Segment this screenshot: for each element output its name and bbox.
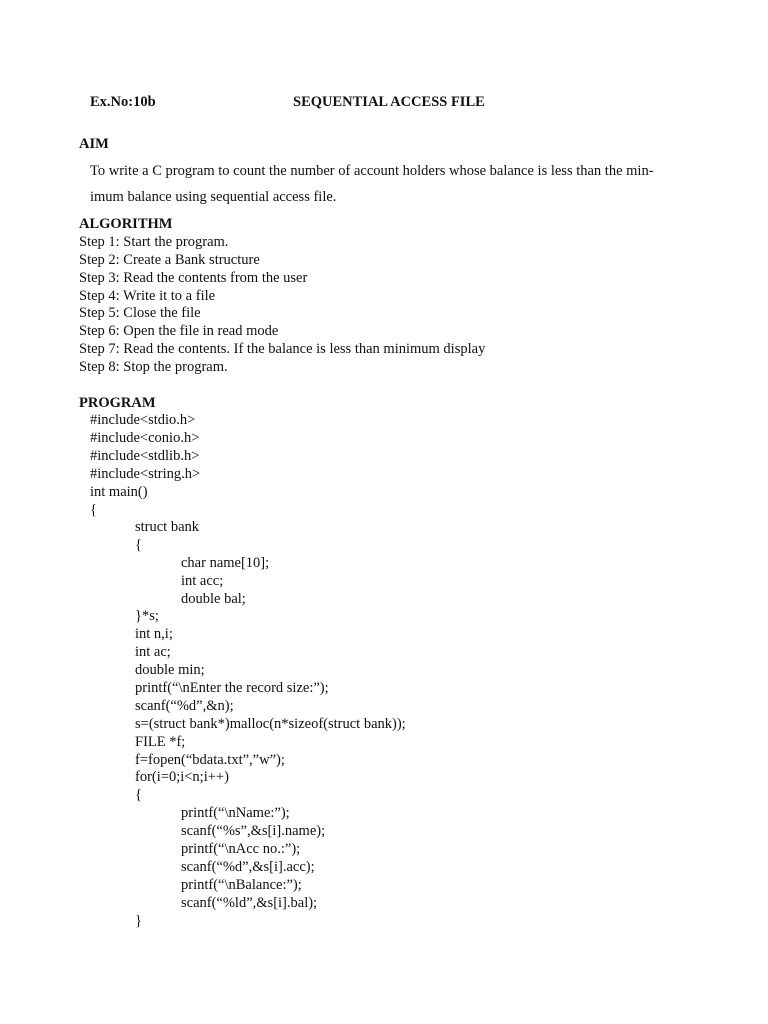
code-line: printf(“\nAcc no.:”); [181, 841, 301, 857]
algorithm-step: Step 8: Stop the program. [79, 359, 228, 375]
code-line: printf(“\nBalance:”); [181, 877, 302, 893]
program-heading: PROGRAM [79, 395, 156, 411]
code-line: FILE *f; [135, 734, 186, 750]
aim-line-1: To write a C program to count the number of account holders whose balance is less than the min- [90, 163, 654, 179]
algorithm-step: Step 5: Close the file [79, 305, 201, 321]
algorithm-step: Step 2: Create a Bank structure [79, 252, 260, 268]
code-line: }*s; [135, 608, 159, 624]
code-line: scanf(“%d”,&n); [135, 698, 234, 714]
code-line: } [135, 913, 142, 929]
code-line: double bal; [181, 591, 246, 607]
code-line: printf(“\nName:”); [181, 805, 290, 821]
code-line: struct bank [135, 519, 200, 535]
code-line: #include<string.h> [90, 466, 201, 482]
algorithm-heading: ALGORITHM [79, 216, 173, 232]
code-line: s=(struct bank*)malloc(n*sizeof(struct bank)); [135, 716, 406, 732]
algorithm-step: Step 4: Write it to a file [79, 288, 216, 304]
code-line: for(i=0;i<n;i++) [135, 769, 229, 785]
algorithm-step: Step 3: Read the contents from the user [79, 270, 308, 286]
code-line: { [90, 502, 97, 518]
code-line: f=fopen(“bdata.txt”,”w”); [135, 752, 285, 768]
code-line: int acc; [181, 573, 224, 589]
algorithm-step: Step 1: Start the program. [79, 234, 229, 250]
code-line: scanf(“%d”,&s[i].acc); [181, 859, 315, 875]
code-line: int ac; [135, 644, 171, 660]
code-line: int main() [90, 484, 148, 500]
code-line: int n,i; [135, 626, 173, 642]
aim-text [90, 158, 690, 210]
code-line: { [135, 537, 142, 553]
code-line: printf(“\nEnter the record size:”); [135, 680, 329, 696]
aim-line-2: imum balance using sequential access file. [90, 189, 337, 205]
algorithm-step: Step 6: Open the file in read mode [79, 323, 279, 339]
algorithm-step: Step 7: Read the contents. If the balance is less than minimum display [79, 341, 486, 357]
code-line: scanf(“%s”,&s[i].name); [181, 823, 326, 839]
code-line: #include<stdlib.h> [90, 448, 200, 464]
document-title: SEQUENTIAL ACCESS FILE [293, 94, 485, 110]
code-line: { [135, 787, 142, 803]
aim-heading: AIM [79, 136, 109, 152]
exercise-number: Ex.No:10b [90, 94, 156, 110]
code-line: char name[10]; [181, 555, 270, 571]
code-line: #include<stdio.h> [90, 412, 196, 428]
code-line: scanf(“%ld”,&s[i].bal); [181, 895, 318, 911]
code-line: #include<conio.h> [90, 430, 200, 446]
code-line: double min; [135, 662, 205, 678]
